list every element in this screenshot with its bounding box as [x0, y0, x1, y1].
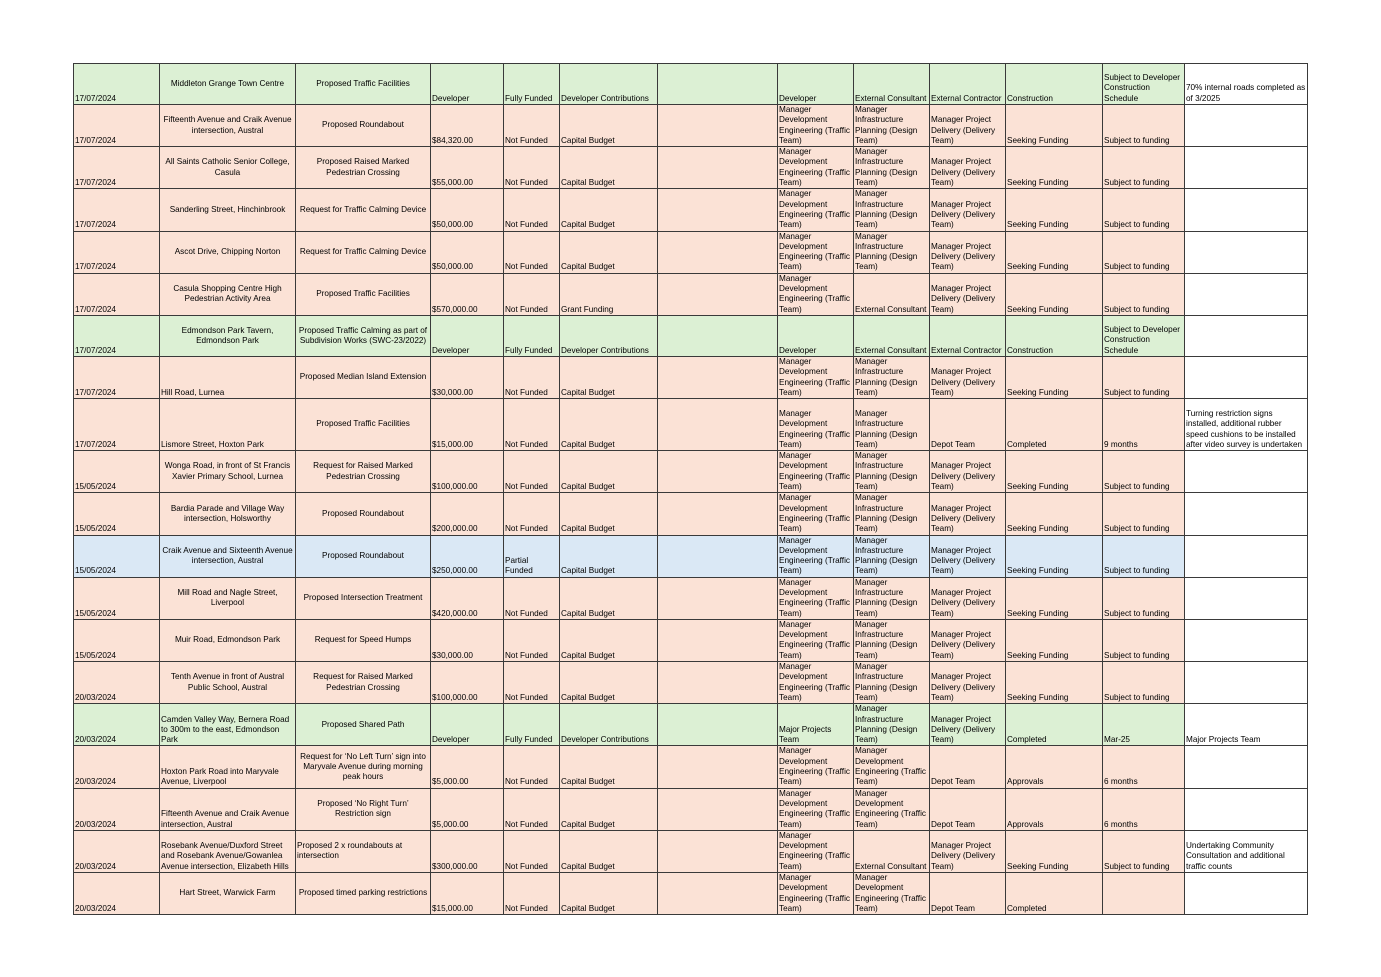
cost-cell: $30,000.00 [431, 619, 504, 661]
delivery-cell: Depot Team [930, 746, 1006, 788]
request-cell: Proposed Roundabout [296, 493, 431, 535]
stage-cell: Seeking Funding [1006, 493, 1103, 535]
funding-source-cell: Capital Budget [560, 830, 658, 872]
traffic-requests-table [73, 63, 1308, 915]
table-row [74, 577, 1308, 619]
date-cell: 15/05/2024 [74, 577, 160, 619]
comments-cell [1185, 873, 1308, 915]
owner-cell: Developer [778, 64, 854, 105]
owner-cell: Manager Development Engineering (Traffic Team) [778, 231, 854, 273]
delivery-cell: Manager Project Delivery (Delivery Team) [930, 356, 1006, 398]
cost-cell: $570,000.00 [431, 273, 504, 315]
request-cell: Proposed 2 x roundabouts at intersection [296, 830, 431, 872]
location-cell: Sanderling Street, Hinchinbrook [160, 189, 296, 231]
comments-cell [1185, 662, 1308, 704]
request-cell: Proposed Shared Path [296, 704, 431, 746]
stage-cell: Completed [1006, 873, 1103, 915]
funding-source-cell: Capital Budget [560, 451, 658, 493]
owner-cell: Manager Development Engineering (Traffic Team) [778, 619, 854, 661]
design-cell: Manager Infrastructure Planning (Design Team) [854, 147, 930, 189]
stage-cell: Seeking Funding [1006, 147, 1103, 189]
timeframe-cell: Subject to funding [1103, 105, 1185, 147]
date-cell: 17/07/2024 [74, 189, 160, 231]
timeframe-cell: Subject to funding [1103, 577, 1185, 619]
timeframe-cell: Subject to Developer Construction Schedule [1103, 315, 1185, 356]
cost-cell: $100,000.00 [431, 451, 504, 493]
design-cell: External Consultant [854, 315, 930, 356]
blank-cell [658, 746, 778, 788]
delivery-cell: Depot Team [930, 873, 1006, 915]
delivery-cell: Manager Project Delivery (Delivery Team) [930, 577, 1006, 619]
delivery-cell: Manager Project Delivery (Delivery Team) [930, 451, 1006, 493]
design-cell: Manager Infrastructure Planning (Design Team) [854, 704, 930, 746]
funding-status-cell: Not Funded [504, 619, 560, 661]
timeframe-cell: Subject to funding [1103, 451, 1185, 493]
funding-source-cell: Capital Budget [560, 147, 658, 189]
timeframe-cell: 9 months [1103, 399, 1185, 451]
date-cell: 17/07/2024 [74, 147, 160, 189]
stage-cell: Seeking Funding [1006, 451, 1103, 493]
blank-cell [658, 577, 778, 619]
table-row [74, 231, 1308, 273]
funding-status-cell: Not Funded [504, 189, 560, 231]
location-cell: Fifteenth Avenue and Craik Avenue intersection, Austral [160, 105, 296, 147]
table-row [74, 873, 1308, 915]
funding-status-cell: Not Funded [504, 788, 560, 830]
delivery-cell: Manager Project Delivery (Delivery Team) [930, 189, 1006, 231]
request-cell: Proposed ‘No Right Turn’ Restriction sign [296, 788, 431, 830]
timeframe-cell: Subject to funding [1103, 231, 1185, 273]
delivery-cell: Depot Team [930, 788, 1006, 830]
request-cell: Request for Speed Humps [296, 619, 431, 661]
request-cell: Proposed timed parking restrictions [296, 873, 431, 915]
stage-cell: Seeking Funding [1006, 577, 1103, 619]
location-cell: Ascot Drive, Chipping Norton [160, 231, 296, 273]
date-cell: 17/07/2024 [74, 105, 160, 147]
cost-cell: $15,000.00 [431, 873, 504, 915]
comments-cell: Undertaking Community Consultation and additional traffic counts [1185, 830, 1308, 872]
design-cell: Manager Infrastructure Planning (Design Team) [854, 535, 930, 577]
cost-cell: $300,000.00 [431, 830, 504, 872]
funding-status-cell: Not Funded [504, 577, 560, 619]
funding-status-cell: Not Funded [504, 231, 560, 273]
blank-cell [658, 399, 778, 451]
comments-cell [1185, 493, 1308, 535]
design-cell: Manager Infrastructure Planning (Design Team) [854, 231, 930, 273]
blank-cell [658, 356, 778, 398]
design-cell: Manager Infrastructure Planning (Design Team) [854, 577, 930, 619]
blank-cell [658, 873, 778, 915]
funding-source-cell: Capital Budget [560, 231, 658, 273]
location-cell: Fifteenth Avenue and Craik Avenue intersection, Austral [160, 788, 296, 830]
delivery-cell: Manager Project Delivery (Delivery Team) [930, 535, 1006, 577]
funding-status-cell: Not Funded [504, 746, 560, 788]
owner-cell: Major Projects Team [778, 704, 854, 746]
design-cell: Manager Infrastructure Planning (Design Team) [854, 662, 930, 704]
table-row [74, 273, 1308, 315]
table-row [74, 105, 1308, 147]
funding-source-cell: Developer Contributions [560, 704, 658, 746]
delivery-cell: Manager Project Delivery (Delivery Team) [930, 830, 1006, 872]
cost-cell: $50,000.00 [431, 189, 504, 231]
location-cell: Camden Valley Way, Bernera Road to 300m to the east, Edmondson Park [160, 704, 296, 746]
timeframe-cell: Subject to funding [1103, 493, 1185, 535]
funding-source-cell: Capital Budget [560, 577, 658, 619]
funding-status-cell: Not Funded [504, 830, 560, 872]
table-row [74, 619, 1308, 661]
comments-cell [1185, 273, 1308, 315]
design-cell: Manager Infrastructure Planning (Design Team) [854, 399, 930, 451]
blank-cell [658, 704, 778, 746]
stage-cell: Seeking Funding [1006, 535, 1103, 577]
request-cell: Proposed Roundabout [296, 105, 431, 147]
blank-cell [658, 189, 778, 231]
owner-cell: Manager Development Engineering (Traffic Team) [778, 105, 854, 147]
design-cell: Manager Infrastructure Planning (Design Team) [854, 451, 930, 493]
funding-source-cell: Capital Budget [560, 788, 658, 830]
delivery-cell: Manager Project Delivery (Delivery Team) [930, 147, 1006, 189]
date-cell: 20/03/2024 [74, 662, 160, 704]
owner-cell: Developer [778, 315, 854, 356]
request-cell: Proposed Traffic Facilities [296, 273, 431, 315]
table-row [74, 64, 1308, 105]
funding-status-cell: Not Funded [504, 105, 560, 147]
design-cell: Manager Development Engineering (Traffic Team) [854, 788, 930, 830]
design-cell: External Consultant [854, 830, 930, 872]
table-body [74, 64, 1308, 915]
timeframe-cell: Subject to funding [1103, 535, 1185, 577]
table-row [74, 788, 1308, 830]
owner-cell: Manager Development Engineering (Traffic Team) [778, 493, 854, 535]
funding-source-cell: Capital Budget [560, 535, 658, 577]
comments-cell [1185, 356, 1308, 398]
stage-cell: Seeking Funding [1006, 273, 1103, 315]
funding-source-cell: Capital Budget [560, 399, 658, 451]
timeframe-cell: Subject to funding [1103, 147, 1185, 189]
design-cell: Manager Infrastructure Planning (Design Team) [854, 619, 930, 661]
date-cell: 20/03/2024 [74, 830, 160, 872]
date-cell: 15/05/2024 [74, 493, 160, 535]
comments-cell [1185, 535, 1308, 577]
cost-cell: $250,000.00 [431, 535, 504, 577]
table-row [74, 746, 1308, 788]
table-row [74, 399, 1308, 451]
date-cell: 17/07/2024 [74, 399, 160, 451]
date-cell: 17/07/2024 [74, 356, 160, 398]
request-cell: Proposed Intersection Treatment [296, 577, 431, 619]
table-row [74, 147, 1308, 189]
cost-cell: $15,000.00 [431, 399, 504, 451]
stage-cell: Approvals [1006, 746, 1103, 788]
blank-cell [658, 273, 778, 315]
location-cell: Hill Road, Lurnea [160, 356, 296, 398]
table-row [74, 535, 1308, 577]
funding-source-cell: Capital Budget [560, 105, 658, 147]
design-cell: Manager Development Engineering (Traffic Team) [854, 873, 930, 915]
request-cell: Request for Raised Marked Pedestrian Crossing [296, 662, 431, 704]
comments-cell: Turning restriction signs installed, additional rubber speed cushions to be installed after video survey is undertaken [1185, 399, 1308, 451]
blank-cell [658, 105, 778, 147]
comments-cell [1185, 315, 1308, 356]
cost-cell: $30,000.00 [431, 356, 504, 398]
delivery-cell: External Contractor [930, 315, 1006, 356]
owner-cell: Manager Development Engineering (Traffic Team) [778, 830, 854, 872]
delivery-cell: Manager Project Delivery (Delivery Team) [930, 704, 1006, 746]
owner-cell: Manager Development Engineering (Traffic Team) [778, 147, 854, 189]
design-cell: Manager Infrastructure Planning (Design Team) [854, 189, 930, 231]
location-cell: Middleton Grange Town Centre [160, 64, 296, 105]
owner-cell: Manager Development Engineering (Traffic Team) [778, 662, 854, 704]
date-cell: 20/03/2024 [74, 746, 160, 788]
stage-cell: Construction [1006, 64, 1103, 105]
design-cell: Manager Infrastructure Planning (Design Team) [854, 105, 930, 147]
cost-cell: $55,000.00 [431, 147, 504, 189]
date-cell: 17/07/2024 [74, 231, 160, 273]
blank-cell [658, 535, 778, 577]
cost-cell: $5,000.00 [431, 746, 504, 788]
comments-cell [1185, 788, 1308, 830]
funding-status-cell: Not Funded [504, 451, 560, 493]
stage-cell: Seeking Funding [1006, 356, 1103, 398]
funding-source-cell: Developer Contributions [560, 315, 658, 356]
location-cell: Rosebank Avenue/Duxford Street and Rosebank Avenue/Gowanlea Avenue intersection, Elizabeth Hills [160, 830, 296, 872]
funding-source-cell: Developer Contributions [560, 64, 658, 105]
table-row [74, 315, 1308, 356]
location-cell: Hart Street, Warwick Farm [160, 873, 296, 915]
design-cell: Manager Infrastructure Planning (Design Team) [854, 493, 930, 535]
comments-cell [1185, 619, 1308, 661]
owner-cell: Manager Development Engineering (Traffic Team) [778, 873, 854, 915]
location-cell: Mill Road and Nagle Street, Liverpool [160, 577, 296, 619]
comments-cell: 70% internal roads completed as of 3/2025 [1185, 64, 1308, 105]
timeframe-cell: Subject to funding [1103, 830, 1185, 872]
cost-cell: Developer [431, 315, 504, 356]
timeframe-cell: Subject to funding [1103, 619, 1185, 661]
blank-cell [658, 147, 778, 189]
location-cell: Muir Road, Edmondson Park [160, 619, 296, 661]
funding-source-cell: Capital Budget [560, 493, 658, 535]
comments-cell [1185, 231, 1308, 273]
blank-cell [658, 315, 778, 356]
date-cell: 17/07/2024 [74, 315, 160, 356]
funding-status-cell: Partial Funded [504, 535, 560, 577]
blank-cell [658, 788, 778, 830]
blank-cell [658, 830, 778, 872]
location-cell: Bardia Parade and Village Way intersection, Holsworthy [160, 493, 296, 535]
date-cell: 15/05/2024 [74, 451, 160, 493]
stage-cell: Seeking Funding [1006, 105, 1103, 147]
date-cell: 17/07/2024 [74, 273, 160, 315]
comments-cell [1185, 105, 1308, 147]
date-cell: 20/03/2024 [74, 873, 160, 915]
stage-cell: Seeking Funding [1006, 231, 1103, 273]
date-cell: 15/05/2024 [74, 619, 160, 661]
stage-cell: Approvals [1006, 788, 1103, 830]
cost-cell: $50,000.00 [431, 231, 504, 273]
comments-cell [1185, 577, 1308, 619]
stage-cell: Seeking Funding [1006, 619, 1103, 661]
blank-cell [658, 64, 778, 105]
request-cell: Request for Raised Marked Pedestrian Crossing [296, 451, 431, 493]
funding-source-cell: Capital Budget [560, 619, 658, 661]
blank-cell [658, 493, 778, 535]
funding-status-cell: Not Funded [504, 873, 560, 915]
design-cell: External Consultant [854, 273, 930, 315]
table-row [74, 704, 1308, 746]
delivery-cell: Manager Project Delivery (Delivery Team) [930, 619, 1006, 661]
owner-cell: Manager Development Engineering (Traffic Team) [778, 189, 854, 231]
delivery-cell: Manager Project Delivery (Delivery Team) [930, 231, 1006, 273]
delivery-cell: Depot Team [930, 399, 1006, 451]
location-cell: Casula Shopping Centre High Pedestrian Activity Area [160, 273, 296, 315]
request-cell: Proposed Median Island Extension [296, 356, 431, 398]
date-cell: 15/05/2024 [74, 535, 160, 577]
delivery-cell: External Contractor [930, 64, 1006, 105]
table-row [74, 356, 1308, 398]
delivery-cell: Manager Project Delivery (Delivery Team) [930, 273, 1006, 315]
delivery-cell: Manager Project Delivery (Delivery Team) [930, 493, 1006, 535]
date-cell: 20/03/2024 [74, 788, 160, 830]
owner-cell: Manager Development Engineering (Traffic Team) [778, 451, 854, 493]
location-cell: Craik Avenue and Sixteenth Avenue intersection, Austral [160, 535, 296, 577]
comments-cell [1185, 189, 1308, 231]
funding-status-cell: Not Funded [504, 356, 560, 398]
timeframe-cell: Subject to funding [1103, 189, 1185, 231]
table-row [74, 189, 1308, 231]
table-row [74, 662, 1308, 704]
design-cell: Manager Infrastructure Planning (Design Team) [854, 356, 930, 398]
request-cell: Proposed Raised Marked Pedestrian Crossing [296, 147, 431, 189]
funding-status-cell: Not Funded [504, 399, 560, 451]
timeframe-cell: 6 months [1103, 746, 1185, 788]
owner-cell: Manager Development Engineering (Traffic Team) [778, 577, 854, 619]
funding-status-cell: Not Funded [504, 493, 560, 535]
timeframe-cell: Subject to funding [1103, 273, 1185, 315]
owner-cell: Manager Development Engineering (Traffic Team) [778, 788, 854, 830]
date-cell: 20/03/2024 [74, 704, 160, 746]
table-row [74, 830, 1308, 872]
funding-source-cell: Capital Budget [560, 873, 658, 915]
comments-cell [1185, 147, 1308, 189]
blank-cell [658, 231, 778, 273]
funding-status-cell: Not Funded [504, 147, 560, 189]
request-cell: Proposed Traffic Facilities [296, 64, 431, 105]
funding-status-cell: Fully Funded [504, 315, 560, 356]
timeframe-cell: 6 months [1103, 788, 1185, 830]
request-cell: Proposed Traffic Facilities [296, 399, 431, 451]
request-cell: Request for ‘No Left Turn’ sign into Maryvale Avenue during morning peak hours [296, 746, 431, 788]
blank-cell [658, 451, 778, 493]
location-cell: Hoxton Park Road into Maryvale Avenue, Liverpool [160, 746, 296, 788]
comments-cell [1185, 746, 1308, 788]
timeframe-cell: Mar-25 [1103, 704, 1185, 746]
blank-cell [658, 662, 778, 704]
cost-cell: Developer [431, 704, 504, 746]
request-cell: Proposed Roundabout [296, 535, 431, 577]
request-cell: Request for Traffic Calming Device [296, 189, 431, 231]
cost-cell: $420,000.00 [431, 577, 504, 619]
comments-cell: Major Projects Team [1185, 704, 1308, 746]
delivery-cell: Manager Project Delivery (Delivery Team) [930, 105, 1006, 147]
cost-cell: $5,000.00 [431, 788, 504, 830]
blank-cell [658, 619, 778, 661]
cost-cell: $200,000.00 [431, 493, 504, 535]
stage-cell: Seeking Funding [1006, 662, 1103, 704]
funding-source-cell: Grant Funding [560, 273, 658, 315]
timeframe-cell [1103, 873, 1185, 915]
timeframe-cell: Subject to funding [1103, 356, 1185, 398]
funding-status-cell: Fully Funded [504, 64, 560, 105]
stage-cell: Seeking Funding [1006, 189, 1103, 231]
owner-cell: Manager Development Engineering (Traffic Team) [778, 746, 854, 788]
cost-cell: $84,320.00 [431, 105, 504, 147]
timeframe-cell: Subject to Developer Construction Schedule [1103, 64, 1185, 105]
date-cell: 17/07/2024 [74, 64, 160, 105]
funding-status-cell: Not Funded [504, 662, 560, 704]
location-cell: Lismore Street, Hoxton Park [160, 399, 296, 451]
funding-status-cell: Not Funded [504, 273, 560, 315]
cost-cell: $100,000.00 [431, 662, 504, 704]
stage-cell: Seeking Funding [1006, 830, 1103, 872]
comments-cell [1185, 451, 1308, 493]
table-row [74, 493, 1308, 535]
cost-cell: Developer [431, 64, 504, 105]
stage-cell: Completed [1006, 399, 1103, 451]
request-cell: Request for Traffic Calming Device [296, 231, 431, 273]
design-cell: External Consultant [854, 64, 930, 105]
funding-source-cell: Capital Budget [560, 662, 658, 704]
funding-source-cell: Capital Budget [560, 746, 658, 788]
owner-cell: Manager Development Engineering (Traffic Team) [778, 273, 854, 315]
stage-cell: Completed [1006, 704, 1103, 746]
funding-status-cell: Fully Funded [504, 704, 560, 746]
delivery-cell: Manager Project Delivery (Delivery Team) [930, 662, 1006, 704]
funding-source-cell: Capital Budget [560, 356, 658, 398]
design-cell: Manager Development Engineering (Traffic Team) [854, 746, 930, 788]
owner-cell: Manager Development Engineering (Traffic Team) [778, 535, 854, 577]
location-cell: Wonga Road, in front of St Francis Xavier Primary School, Lurnea [160, 451, 296, 493]
owner-cell: Manager Development Engineering (Traffic Team) [778, 356, 854, 398]
location-cell: All Saints Catholic Senior College, Casula [160, 147, 296, 189]
request-cell: Proposed Traffic Calming as part of Subdivision Works (SWC-23/2022) [296, 315, 431, 356]
timeframe-cell: Subject to funding [1103, 662, 1185, 704]
location-cell: Tenth Avenue in front of Austral Public School, Austral [160, 662, 296, 704]
funding-source-cell: Capital Budget [560, 189, 658, 231]
location-cell: Edmondson Park Tavern, Edmondson Park [160, 315, 296, 356]
table-row [74, 451, 1308, 493]
stage-cell: Construction [1006, 315, 1103, 356]
owner-cell: Manager Development Engineering (Traffic Team) [778, 399, 854, 451]
